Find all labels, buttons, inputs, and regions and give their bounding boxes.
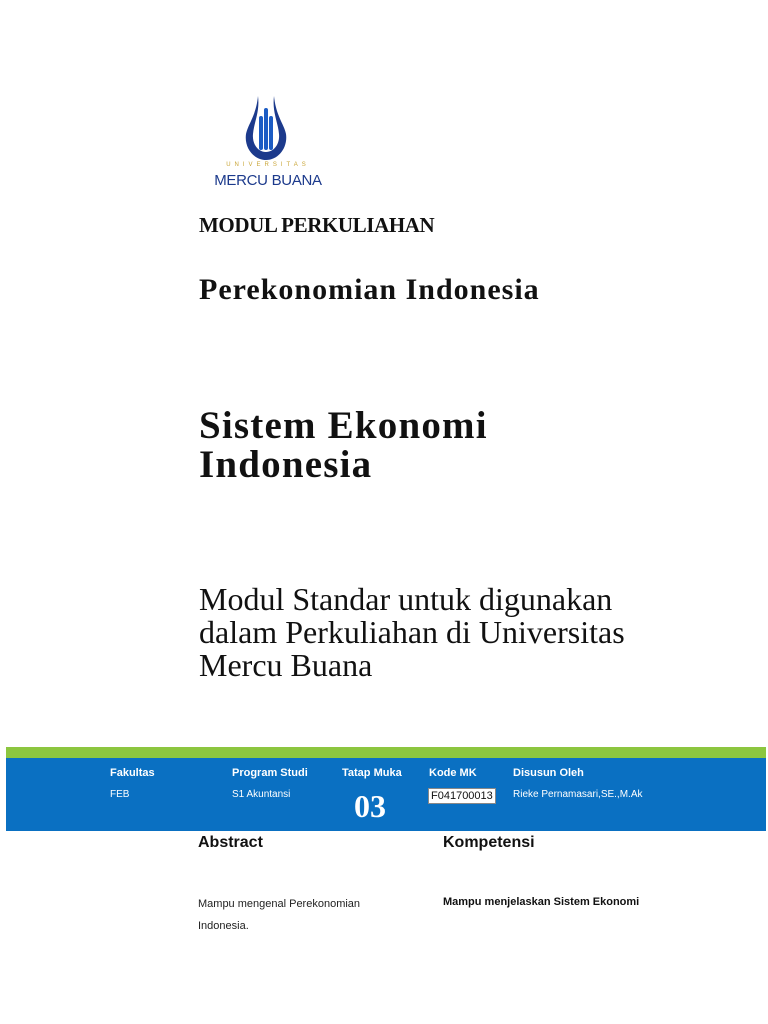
logo-university-label: UNIVERSITAS <box>226 162 310 168</box>
abstract-text: Mampu mengenal Perekonomian Indonesia. <box>198 898 361 932</box>
tatap-muka-value: 03 <box>354 788 386 824</box>
disusun-oleh-value: Rieke Pernamasari,SE.,M.Ak <box>513 789 643 800</box>
program-studi-value: S1 Akuntansi <box>232 789 291 800</box>
fakultas-header: Fakultas <box>110 767 155 779</box>
standard-text: Modul Standar untuk digunakan dalam Perkuliahan di Universitas Mercu Buana <box>199 581 625 683</box>
info-band <box>6 758 766 831</box>
kompetensi-text: Mampu menjelaskan Sistem Ekonomi <box>443 896 640 908</box>
university-logo <box>200 86 334 196</box>
logo-university-name: MERCU BUANA <box>214 172 322 189</box>
program-studi-header: Program Studi <box>232 767 308 779</box>
kompetensi-title: Kompetensi <box>443 834 535 851</box>
tatap-muka-header: Tatap Muka <box>342 767 402 779</box>
abstract-title: Abstract <box>198 834 263 851</box>
fakultas-value: FEB <box>110 789 130 800</box>
disusun-oleh-header: Disusun Oleh <box>513 767 584 779</box>
kode-mk-header: Kode MK <box>429 767 477 779</box>
accent-bar <box>6 747 766 758</box>
topic-title: Sistem Ekonomi Indonesia <box>199 404 488 486</box>
course-title: Perekonomian Indonesia <box>199 273 540 306</box>
module-label: MODUL PERKULIAHAN <box>199 213 435 237</box>
kode-mk-value: F041700013 <box>428 788 496 804</box>
mercu-buana-emblem-icon <box>200 86 334 166</box>
